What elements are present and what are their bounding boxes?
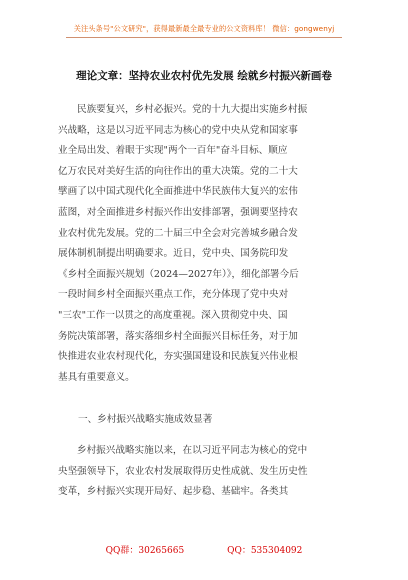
footer-qq-number: QQ：535304092 (227, 546, 303, 556)
paragraph-line: 展体制机制提出明确要求。近日，党中央、国务院印发 (58, 248, 289, 260)
section-spacer (58, 388, 350, 398)
section-spacer (58, 431, 350, 441)
paragraph-line: 一段时间乡村全面振兴重点工作，充分体现了党中央对 (58, 289, 289, 301)
paragraph-line: 民族要复兴，乡村必振兴。党的十九大提出实施乡村振 (77, 104, 308, 115)
section-heading: 一、乡村振兴战略实施成效显著 (78, 414, 213, 426)
document-title: 理论文章：坚持农业农村优先发展 绘就乡村振兴新画卷 (76, 70, 332, 82)
footer-contact (0, 543, 408, 556)
paragraph-line: 业全局出发、着眼于实现"两个一百年"奋斗目标、顺应 (58, 145, 288, 157)
paragraph-line: 快推进农业农村现代化，夯实强国建设和民族复兴伟业根 (58, 351, 298, 363)
document-body (58, 100, 350, 503)
paragraph-line: 亿万农民对美好生活的向往作出的重大决策。党的二十大 (58, 165, 298, 177)
paragraph-line: 央坚强领导下，农业农村发展取得历史性成就、发生历史性 (58, 465, 308, 477)
paragraph-line: "三农"工作一以贯之的高度重视。深入贯彻党中央、国 (58, 309, 288, 321)
paragraph-line: 《乡村全面振兴规划（2024—2027年）》，细化部署今后 (58, 268, 299, 280)
header-divider (66, 37, 342, 38)
paragraph-line: 务院决策部署，落实落细乡村全面振兴目标任务，对于加 (58, 330, 298, 342)
footer-qq-group: QQ群：30265665 (105, 546, 185, 556)
header-promo-note: 关注头条号"公文研究"，获得最新最全最专业的公文资料库！ 微信：gongwenyj (73, 24, 335, 33)
paragraph-2 (58, 441, 350, 503)
paragraph-line: 乡村振兴战略实施以来，在以习近平同志为核心的党中 (77, 444, 308, 456)
paragraph-line: 擘画了以中国式现代化全面推进中华民族伟大复兴的宏伟 (58, 186, 298, 198)
paragraph-line: 兴战略，这是以习近平同志为核心的党中央从党和国家事 (58, 124, 298, 136)
paragraph-line: 业农村优先发展。党的二十届三中全会对完善城乡融合发 (58, 227, 298, 239)
paragraph-line: 基具有重要意义。 (58, 371, 135, 383)
paragraph-line: 变革，乡村振兴实现开局好、起步稳、基础牢。各类其 (58, 486, 289, 498)
paragraph-line: 蓝图，对全面推进乡村振兴作出安排部署，强调要坚持农 (58, 206, 298, 218)
paragraph-1 (58, 100, 350, 388)
